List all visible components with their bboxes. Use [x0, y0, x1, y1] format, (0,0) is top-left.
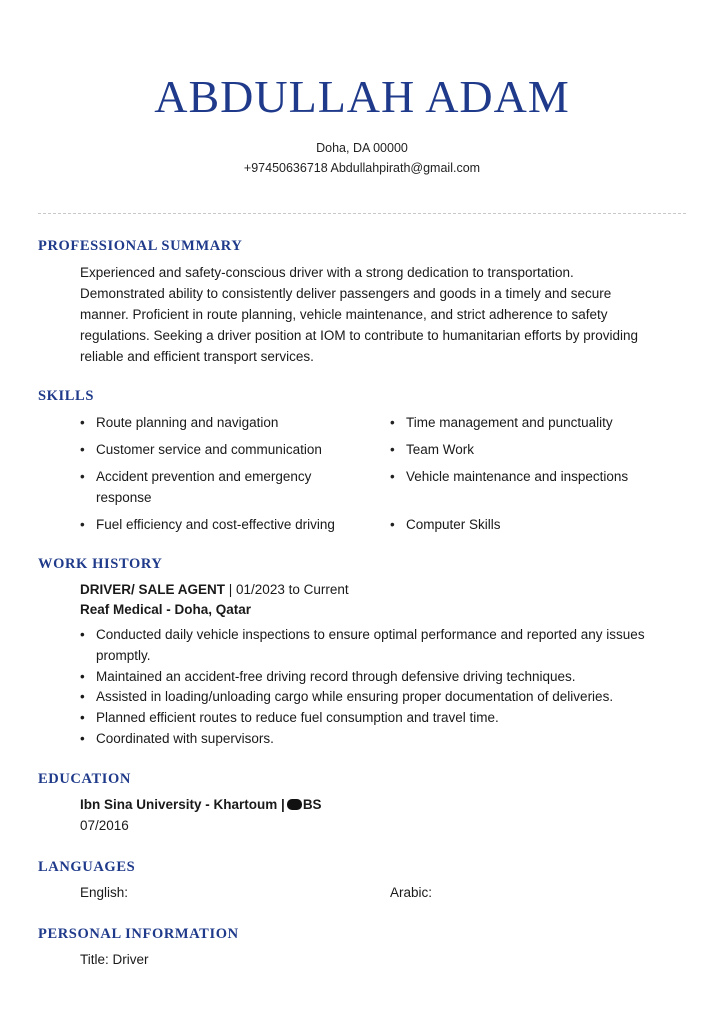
job-company: Reaf Medical - Doha, Qatar [80, 602, 252, 617]
education-school-line [80, 797, 322, 812]
skill-item: • Computer Skills [390, 515, 680, 536]
summary-heading: PROFESSIONAL SUMMARY [38, 238, 243, 254]
personal-heading: PERSONAL INFORMATION [38, 926, 239, 942]
skill-item: • Accident prevention and emergency response [80, 467, 336, 508]
job-bullet: • Planned efficient routes to reduce fuel consumption and travel time. [80, 708, 680, 729]
summary-line: Experienced and safety-conscious driver with a strong dedication to transportation. [80, 265, 574, 280]
contact-address: Doha, DA 00000 [316, 141, 408, 155]
job-dates: 01/2023 to Current [236, 582, 349, 597]
job-separator: | [225, 582, 237, 597]
language-english: English: [80, 885, 129, 900]
skill-item: • Vehicle maintenance and inspections [390, 467, 680, 488]
job-bullet: • Maintained an accident-free driving record through defensive driving techniques. [80, 667, 680, 688]
skill-item: • Time management and punctuality [390, 413, 680, 434]
header-divider [38, 213, 686, 214]
summary-line: regulations. Seeking a driver position at IOM to contribute to humanitarian efforts by providing [80, 328, 639, 343]
personal-title: Title: Driver [80, 952, 149, 967]
education-degree: BS [302, 797, 322, 812]
language-arabic: Arabic: [390, 885, 433, 900]
contact-phone: +97450636718 [243, 161, 328, 175]
skills-list-right [390, 413, 680, 542]
skills-list-left [80, 413, 370, 542]
education-heading: EDUCATION [38, 771, 131, 787]
skill-item: • Route planning and navigation [80, 413, 370, 434]
contact-email: Abdullahpirath@gmail.com [330, 161, 481, 175]
job-title-line [80, 582, 349, 597]
skill-item: • Fuel efficiency and cost-effective driving [80, 515, 370, 536]
education-date: 07/2016 [80, 818, 129, 833]
contact-phone-email [0, 161, 724, 175]
summary-line: Demonstrated ability to consistently deliver passengers and goods in a timely and secure [80, 286, 612, 301]
job-bullet: • Assisted in loading/unloading cargo while ensuring proper documentation of deliveries. [80, 687, 680, 708]
work-heading: WORK HISTORY [38, 556, 163, 572]
job-bullet: • Conducted daily vehicle inspections to ensure optimal performance and reported any issues promptly. [80, 625, 680, 667]
summary-line: reliable and efficient transport services. [80, 349, 314, 364]
redaction-mark [287, 799, 302, 810]
skill-item: • Team Work [390, 440, 680, 461]
summary-line: manner. Proficient in route planning, vehicle maintenance, and strict adherence to safety [80, 307, 608, 322]
job-bullets [80, 625, 680, 750]
skills-heading: SKILLS [38, 388, 94, 404]
summary-text [80, 262, 690, 367]
education-school: Ibn Sina University - Khartoum | [80, 797, 285, 812]
job-title: DRIVER/ SALE AGENT [80, 582, 226, 597]
job-bullet: • Coordinated with supervisors. [80, 729, 680, 750]
languages-heading: LANGUAGES [38, 859, 136, 875]
skill-item: • Customer service and communication [80, 440, 370, 461]
candidate-name: ABDULLAH ADAM [154, 71, 570, 122]
